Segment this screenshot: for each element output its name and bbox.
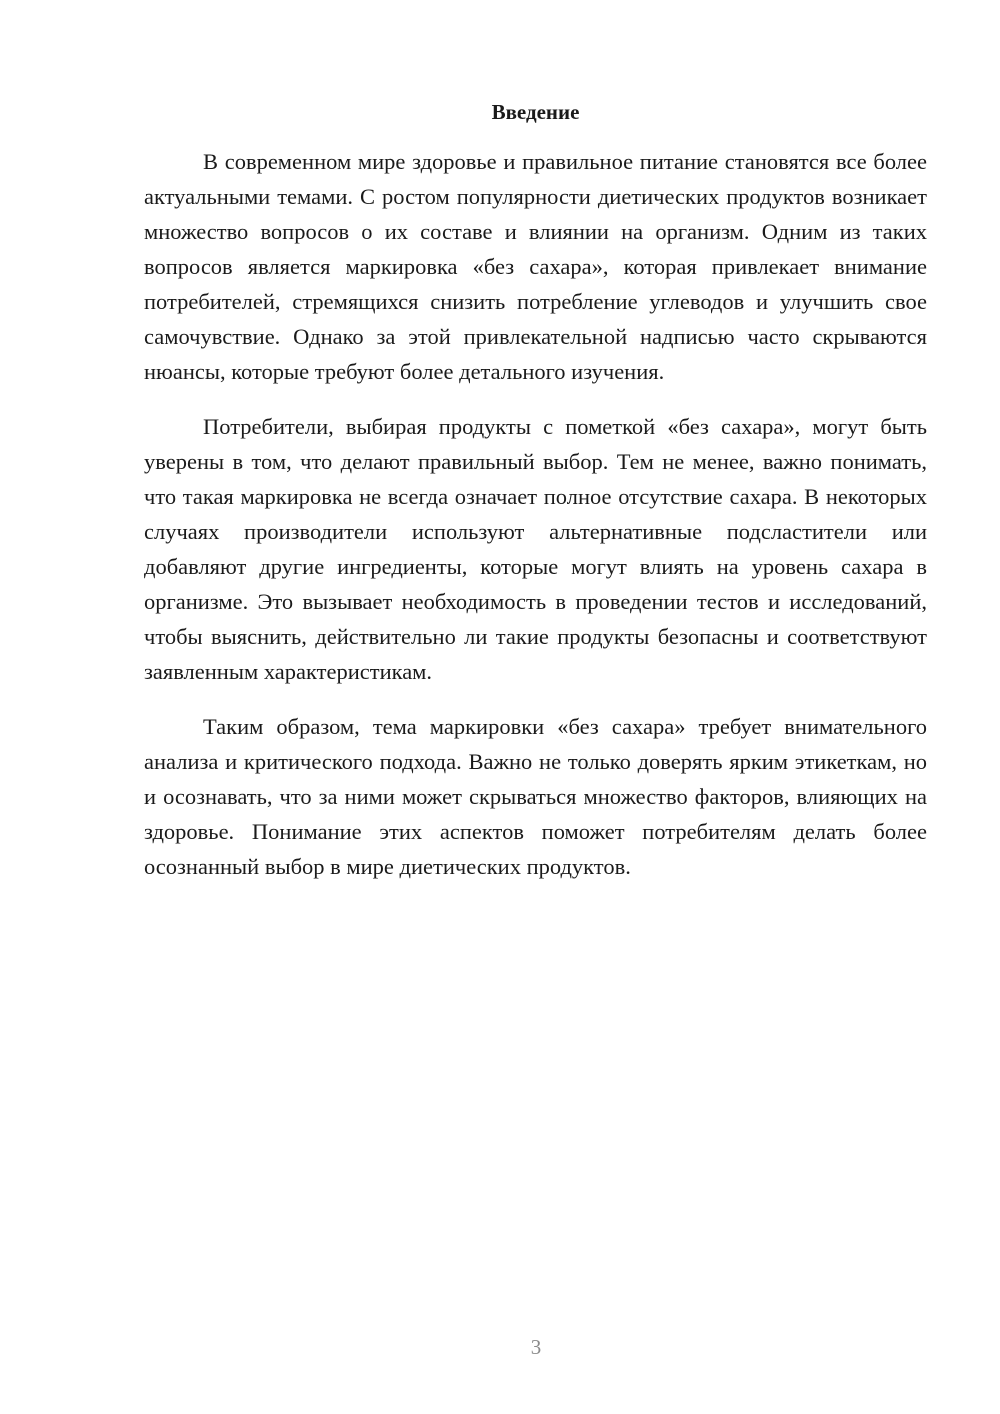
paragraph-1: В современном мире здоровье и правильное питание становятся все более актуальными темами. С ростом популярности диетических продуктов возникает множество вопросов о их составе и влиянии на организм. Одним из таких вопросов является маркировка «без сахара», которая привлекает внимание потребителей, стремящихся снизить потребление углеводов и улучшить свое самочувствие. Однако за этой привлекательной надписью часто скрываются нюансы, которые требуют более детального изучения.: [144, 149, 927, 384]
section-heading: Введение: [491, 100, 580, 124]
paragraph-3: Таким образом, тема маркировки «без сахара» требует внимательного анализа и критического подхода. Важно не только доверять ярким этикеткам, но и осознавать, что за ними может скрываться множество факторов, влияющих на здоровье. Понимание этих аспектов поможет потребителям делать более осознанный выбор в мире диетических продуктов.: [144, 714, 927, 879]
page-number: 3: [530, 1335, 542, 1359]
body-text: [144, 144, 927, 884]
paragraph-2: Потребители, выбирая продукты с пометкой «без сахара», могут быть уверены в том, что делают правильный выбор. Тем не менее, важно понимать, что такая маркировка не всегда означает полное отсутствие сахара. В некоторых случаях производители используют альтернативные подсластители или добавляют другие ингредиенты, которые могут влиять на уровень сахара в организме. Это вызывает необходимость в проведении тестов и исследований, чтобы выяснить, действительно ли такие продукты безопасны и соответствуют заявленным характеристикам.: [144, 414, 927, 684]
